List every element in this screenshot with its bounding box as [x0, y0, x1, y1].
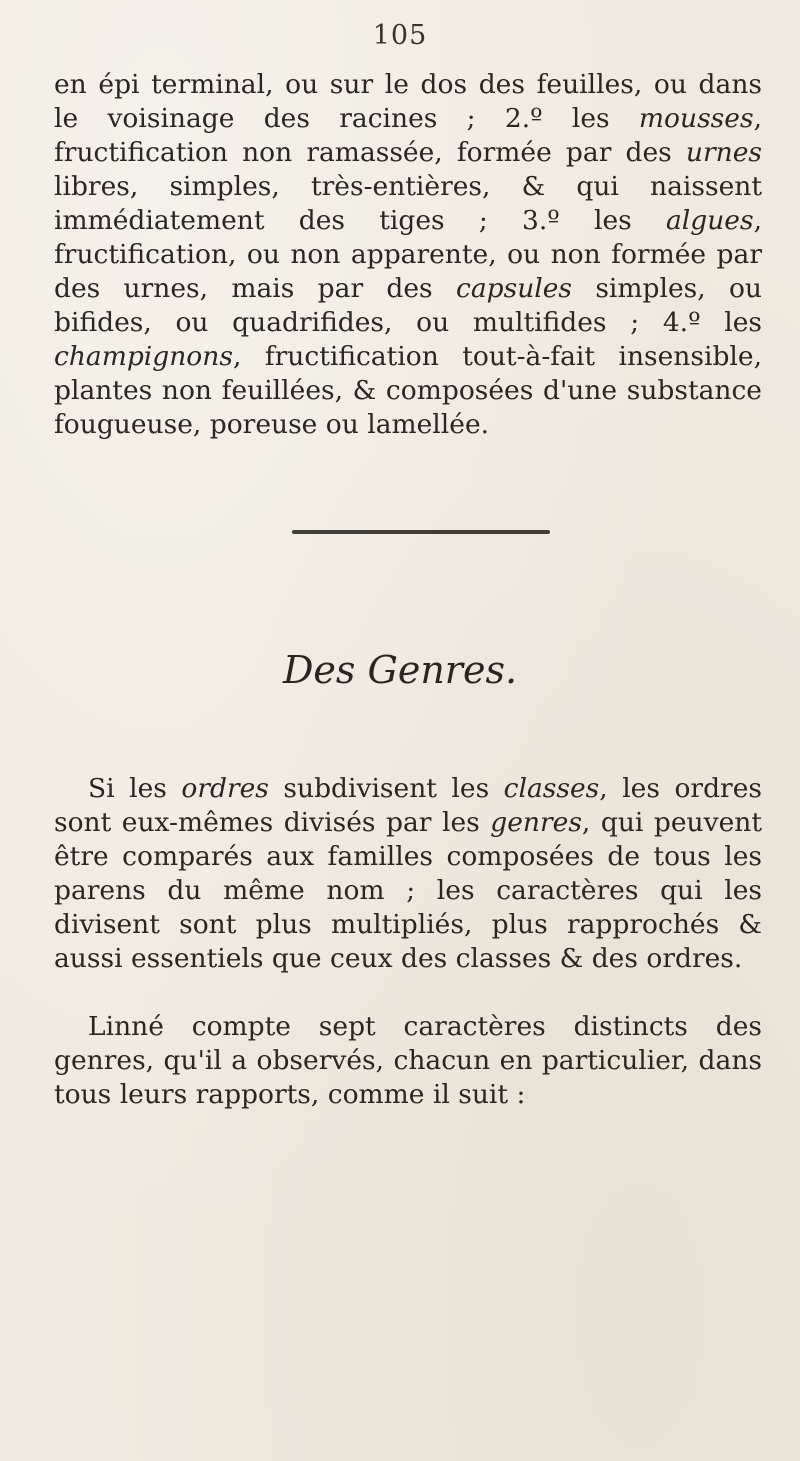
text-run: , les ordres sont eux-mêmes divisés par les: [54, 773, 762, 838]
term-algues: algues: [665, 205, 754, 236]
text-run: , qui peuvent être comparés aux familles composées de tous les parens du même nom ; les caractères qui les divisent sont plus multipliés, plus rapprochés & aussi essentiels que ceux des classes & des ordres.: [54, 807, 762, 974]
paragraph-genres-intro: [54, 772, 762, 976]
text-run: , fructification, ou non apparente, ou non formée par des urnes, mais par des: [54, 205, 762, 304]
term-mousses: mousses: [638, 103, 754, 134]
term-urnes: urnes: [685, 137, 762, 168]
text-run: , fructification tout-à-fait insensible, plantes non feuillées, & composées d'une substance fougueuse, poreuse ou lamellée.: [54, 341, 762, 440]
text-run: , fructification non ramassée, formée par des: [54, 103, 762, 168]
paragraph-plant-groups: [54, 68, 762, 442]
term-genres: genres: [490, 807, 582, 838]
term-classes: classes: [503, 773, 600, 804]
text-run: simples, ou bifides, ou quadrifides, ou multifides ; 4.º les: [54, 273, 762, 338]
term-capsules: capsules: [455, 273, 573, 304]
text-run: en épi terminal, ou sur le dos des feuilles, ou dans le voisinage des racines ; 2.º les: [54, 69, 762, 134]
term-champignons: champignons: [54, 341, 233, 372]
page-number: 105: [372, 20, 428, 51]
text-run: libres, simples, très-entières, & qui naissent immédiatement des tiges ; 3.º les: [54, 171, 762, 236]
term-ordres: ordres: [181, 773, 269, 804]
section-divider-rule: [292, 530, 550, 534]
paragraph-linne-characters: Linné compte sept caractères distincts des genres, qu'il a observés, chacun en particulier, dans tous leurs rapports, comme il suit :: [54, 1011, 762, 1110]
section-heading: Des Genres.: [282, 648, 518, 692]
text-run: subdivisent les: [268, 773, 504, 804]
text-run: Si les: [88, 773, 182, 804]
